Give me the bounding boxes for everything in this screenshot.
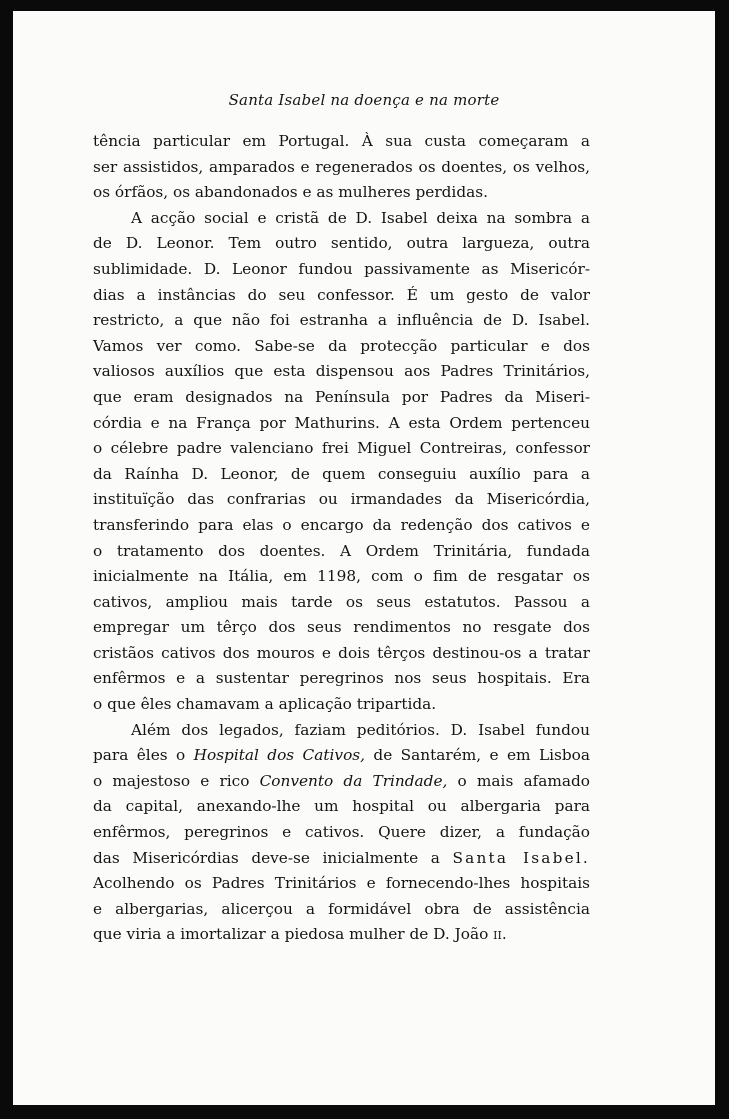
text-line: Vamos ver como. Sabe-se da protecção particular e dos <box>93 336 590 355</box>
text-line: Além dos legados, faziam peditórios. D. Isabel fundou <box>131 720 590 739</box>
styled-text: Santa Isabel. <box>452 848 590 867</box>
text-line: tência particular em Portugal. À sua custa começaram a <box>93 132 590 150</box>
text-line <box>93 743 590 769</box>
text-line: da Raínha D. Leonor, de quem conseguiu auxílio para a <box>93 464 590 483</box>
text-line: valiosos auxílios que esta dispensou aos Padres Trinitários, <box>93 362 590 381</box>
text-line: ser assistidos, amparados e regenerados os doentes, os velhos, <box>93 157 590 176</box>
text-segment: das Misericórdias deve-se inicialmente a <box>93 848 453 867</box>
text-segment: o majestoso e rico <box>93 771 260 790</box>
text-line <box>93 922 590 948</box>
text-line: da capital, anexando-lhe um hospital ou albergaria para <box>93 797 590 816</box>
text-line <box>93 846 590 872</box>
running-head: Santa Isabel na doença e na morte <box>228 91 500 109</box>
text-segment: de Santarém, e em Lisboa <box>365 746 590 765</box>
italic-title: Hospital dos Cativos, <box>193 746 365 765</box>
text-line: o tratamento dos doentes. A Ordem Trinitária, fundada <box>93 541 590 560</box>
text-line: cativos, ampliou mais tarde os seus estatutos. Passou a <box>93 592 590 611</box>
text-line: inicialmente na Itália, em 1198, com o fim de resgatar os <box>93 567 590 586</box>
text-line: A acção social e cristã de D. Isabel deixa na sombra a <box>131 208 590 227</box>
text-line: córdia e na França por Mathurins. A esta Ordem pertenceu <box>93 413 590 432</box>
text-line: dias a instâncias do seu confessor. É um gesto de valor <box>93 285 590 304</box>
text-line: enfêrmos, peregrinos e cativos. Quere dizer, a fundação <box>93 823 590 842</box>
text-line: restricto, a que não foi estranha a influência de D. Isabel. <box>93 311 590 330</box>
text-line: o célebre padre valenciano frei Miguel Contreiras, confessor <box>93 439 590 458</box>
text-line: enfêrmos e a sustentar peregrinos nos seus hospitais. Era <box>93 669 590 688</box>
text-line: e albergarias, alicerçou a formidável obra de assistência <box>93 899 590 918</box>
text-line: Acolhendo os Padres Trinitários e fornecendo-lhes hospitais <box>93 874 590 893</box>
text-line: instituïção das confrarias ou irmandades da Misericórdia, <box>93 490 590 509</box>
text-line: que eram designados na Península por Padres da Miseri- <box>93 387 590 406</box>
text-line <box>93 769 590 795</box>
text-line: transferindo para elas o encargo da redenção dos cativos e <box>93 515 590 534</box>
text-segment: para êles o <box>93 746 194 765</box>
text-segment: o mais afamado <box>447 771 590 790</box>
italic-title: Convento da Trindade, <box>259 771 448 790</box>
text-line: sublimidade. D. Leonor fundou passivamente as Misericór- <box>93 259 590 278</box>
text-line: o que êles chamavam a aplicação tripartida. <box>93 695 437 714</box>
text-segment: que viria a imortalizar a piedosa mulher de D. João <box>93 925 494 944</box>
styled-text: ii. <box>493 925 507 944</box>
text-line: de D. Leonor. Tem outro sentido, outra largueza, outra <box>93 234 590 253</box>
text-line: cristãos cativos dos mouros e dois têrços destinou-os a tratar <box>93 643 590 662</box>
text-line: empregar um têrço dos seus rendimentos no resgate dos <box>93 618 590 637</box>
body-text <box>93 129 590 948</box>
text-line: os órfãos, os abandonados e as mulheres perdidas. <box>93 183 488 202</box>
book-page <box>13 11 715 1105</box>
